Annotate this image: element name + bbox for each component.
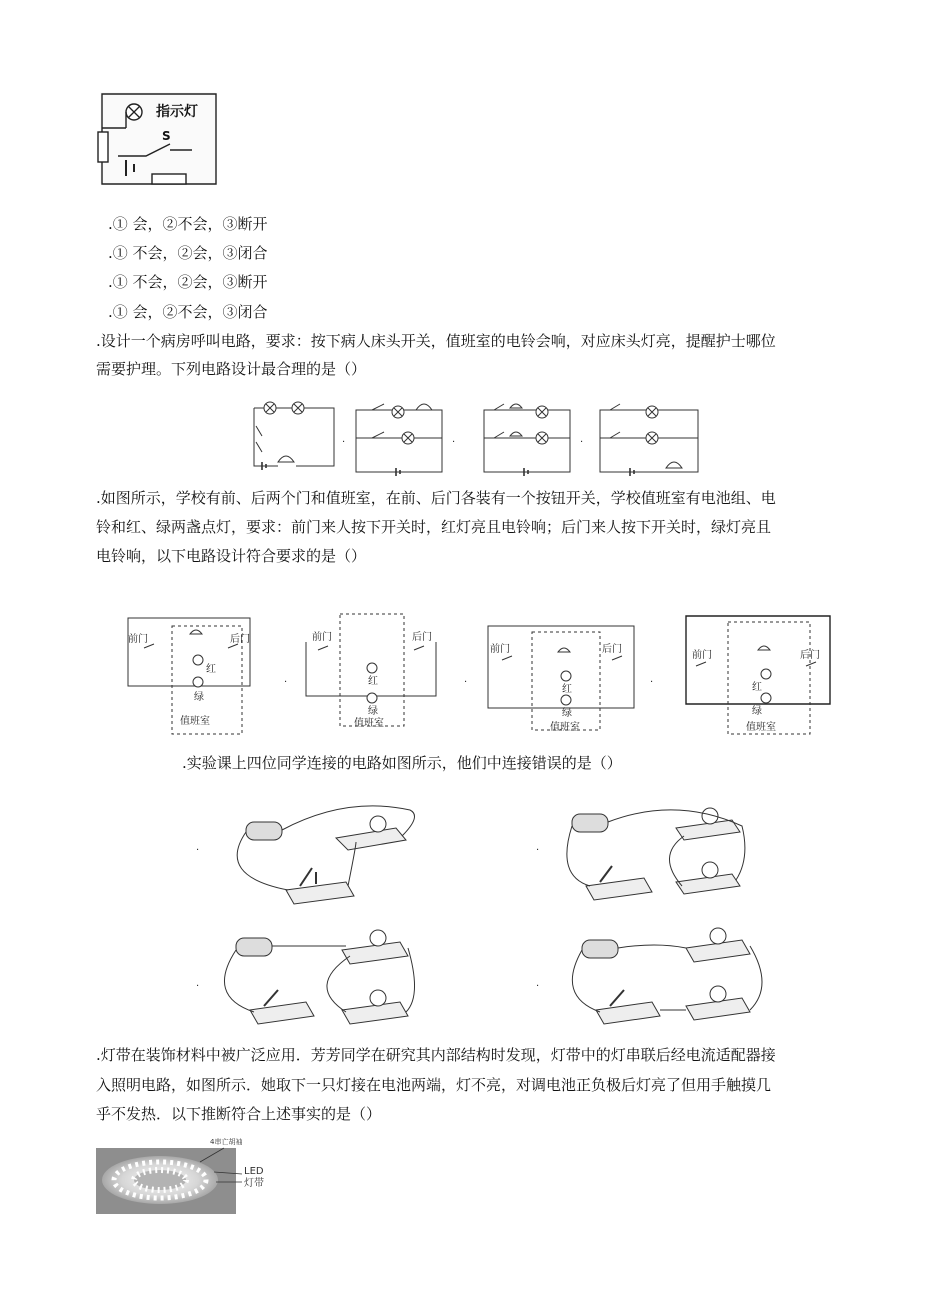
- svg-text:.: .: [536, 842, 540, 853]
- back-door-label: 后门: [800, 650, 820, 661]
- question-text-line: .如图所示，学校有前、后两个门和值班室，在前、后门各装有一个按钮开关，学校值班室有电池组、电: [96, 489, 776, 507]
- question-text-line: .灯带在装饰材料中被广泛应用．芳芳同学在研究其内部结构时发现，灯带中的灯串联后经电流适配器接: [96, 1046, 776, 1064]
- duty-room-label: 值班室: [550, 722, 580, 733]
- circuit-d: [536, 928, 762, 1024]
- duty-room-label: 值班室: [180, 716, 210, 727]
- green-lamp-label: 绿: [194, 692, 204, 703]
- q2-circuit-figures: [248, 398, 708, 478]
- red-lamp-label: 红: [562, 684, 572, 695]
- question-text-line: 乎不发热．以下推断符合上述事实的是（）: [96, 1105, 382, 1123]
- question-text-line: .实验课上四位同学连接的电路如图所示，他们中连接错误的是（）: [182, 754, 622, 772]
- led-strip-photo: [96, 1136, 280, 1214]
- front-door-label: 前门: [128, 634, 148, 645]
- svg-text:.: .: [196, 842, 200, 853]
- red-lamp-label: 红: [368, 676, 378, 687]
- question-text-line: .设计一个病房呼叫电路，要求：按下病人床头开关，值班室的电铃会响，对应床头灯亮，提醒护士哪位: [96, 332, 776, 350]
- front-door-label: 前门: [490, 644, 510, 655]
- option-line: .① 会，②不会，③断开: [108, 215, 268, 233]
- svg-text:.: .: [464, 674, 468, 685]
- back-door-label: 后门: [230, 634, 250, 645]
- option-dot: .: [342, 434, 346, 445]
- front-door-label: 前门: [312, 632, 332, 643]
- duty-room-label: 值班室: [354, 718, 384, 729]
- green-lamp-label: 绿: [562, 708, 572, 719]
- red-lamp-label: 红: [752, 682, 762, 693]
- question-text-line: 铃和红、绿两盏点灯，要求：前门来人按下开关时，红灯亮且电铃响；后门来人按下开关时，绿灯亮且: [96, 518, 772, 536]
- question-text-line: 电铃响，以下电路设计符合要求的是（）: [96, 547, 367, 565]
- green-lamp-label: 绿: [368, 706, 378, 717]
- q4-physical-circuit-figures: [196, 786, 756, 1036]
- question-text-line: 入照明电路，如图所示．她取下一只灯接在电池两端，灯不亮，对调电池正负极后灯亮了但用手触摸几: [96, 1076, 772, 1094]
- option-line: .① 不会，②会，③闭合: [108, 244, 268, 262]
- back-door-label: 后门: [412, 632, 432, 643]
- svg-text:.: .: [284, 674, 288, 685]
- indicator-lamp-circuit-figure: [96, 88, 226, 188]
- green-lamp-label: 绿: [752, 706, 762, 717]
- question-text-line: 需要护理。下列电路设计最合理的是（）: [96, 360, 367, 378]
- q3-door-circuit-figures: [124, 612, 834, 738]
- front-door-label: 前门: [692, 650, 712, 661]
- option-dot: .: [452, 434, 456, 445]
- circuit-b: [536, 808, 745, 900]
- option-line: .① 不会，②会，③断开: [108, 273, 268, 291]
- duty-room-label: 值班室: [746, 722, 776, 733]
- svg-text:.: .: [536, 978, 540, 989]
- svg-text:.: .: [196, 978, 200, 989]
- photo-label-led: LED: [244, 1166, 264, 1177]
- option-dot: .: [580, 434, 584, 445]
- circuit-a: [196, 806, 415, 904]
- circuit-c: [196, 930, 415, 1024]
- photo-label-top: 4串亡胡袖: [210, 1138, 243, 1146]
- photo-label-strip: 灯带: [244, 1178, 264, 1189]
- red-lamp-label: 红: [206, 664, 216, 675]
- indicator-lamp-label: 指示灯: [156, 104, 198, 120]
- switch-label: S: [162, 129, 171, 143]
- svg-text:.: .: [650, 674, 654, 685]
- option-line: .① 会，②不会，③闭合: [108, 303, 268, 321]
- back-door-label: 后门: [602, 644, 622, 655]
